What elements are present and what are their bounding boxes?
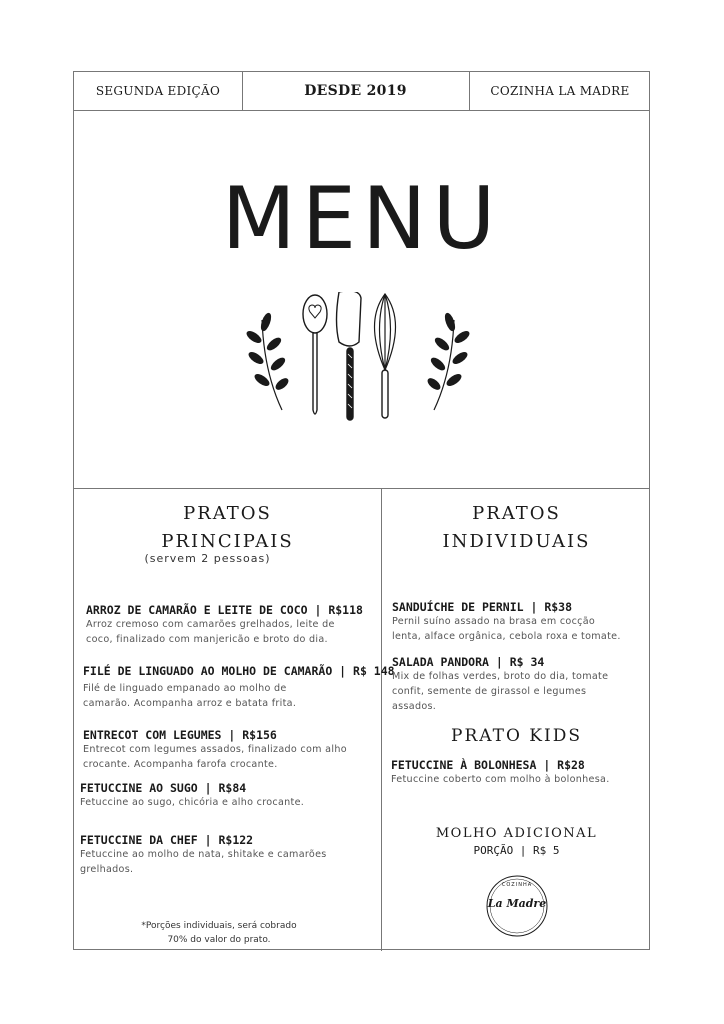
item-name: FILÉ DE LINGUADO AO MOLHO DE CAMARÃO | R$ 148	[83, 664, 395, 678]
item-name: FETUCCINE DA CHEF | R$122	[80, 833, 254, 847]
laurel-left-icon	[245, 312, 289, 410]
utensils-illustration	[244, 292, 474, 432]
logo-script-text: La Madre	[487, 897, 547, 910]
spoon-icon	[303, 295, 327, 414]
item-desc: coco, finalizado com manjericão e broto do dia.	[86, 634, 328, 645]
spatula-icon	[337, 292, 362, 420]
footnote-line2: 70% do valor do prato.	[167, 935, 271, 945]
brand-label: COZINHA LA MADRE	[490, 84, 630, 98]
item-desc: Entrecot com legumes assados, finalizado com alho	[83, 744, 347, 755]
list-item	[391, 758, 610, 787]
item-name: ARROZ DE CAMARÃO E LEITE DE COCO | R$118	[86, 603, 363, 617]
kids-title: PRATO KIDS	[451, 726, 582, 746]
column-divider	[381, 488, 382, 951]
laurel-right-icon	[426, 312, 470, 410]
whisk-icon	[375, 294, 396, 418]
since-label: DESDE 2019	[242, 72, 470, 110]
menu-frame	[73, 71, 650, 950]
logo-top-text: COZINHA	[501, 882, 533, 888]
footnote	[114, 919, 324, 947]
item-desc: Arroz cremoso com camarões grelhados, leite de	[86, 619, 335, 630]
la-madre-logo	[484, 873, 550, 939]
item-name: FETUCCINE À BOLONHESA | R$28	[391, 758, 585, 772]
item-name: FETUCCINE AO SUGO | R$84	[80, 781, 247, 795]
item-desc: camarão. Acompanha arroz e batata frita.	[83, 698, 297, 709]
item-desc: Fetuccine ao sugo, chicória e alho crocante.	[80, 797, 305, 808]
item-desc: Fetuccine ao molho de nata, shitake e camarões	[80, 849, 327, 860]
item-name: SANDUÍCHE DE PERNIL | R$38	[392, 600, 573, 614]
list-item	[80, 833, 327, 877]
item-desc: grelhados.	[80, 864, 134, 875]
list-item	[80, 781, 304, 810]
item-desc: confit, semente de girassol e legumes	[392, 686, 587, 697]
item-desc: Mix de folhas verdes, broto do dia, tomate	[392, 671, 609, 682]
item-desc: Fetuccine coberto com molho à bolonhesa.	[391, 774, 610, 785]
list-item	[392, 600, 621, 644]
item-desc: Pernil suíno assado na brasa em cocção	[392, 616, 596, 627]
principais-title-line1: PRATOS	[183, 503, 272, 524]
item-name: ENTRECOT COM LEGUMES | R$156	[83, 728, 277, 742]
list-item	[392, 655, 608, 714]
item-desc: lenta, alface orgânica, cebola roxa e tomate.	[392, 631, 621, 642]
hero-section	[74, 110, 649, 489]
list-item	[83, 728, 347, 772]
item-name: SALADA PANDORA | R$ 34	[392, 655, 545, 669]
individuais-title-line2: INDIVIDUAIS	[442, 531, 591, 552]
footnote-line1: *Porções individuais, será cobrado	[141, 921, 297, 931]
list-item	[83, 664, 395, 711]
principais-title-line2: PRINCIPAIS	[161, 531, 294, 552]
item-desc: Filé de linguado empanado ao molho de	[83, 683, 287, 694]
header-bar	[74, 72, 649, 111]
item-desc: crocante. Acompanha farofa crocante.	[83, 759, 278, 770]
list-item	[86, 603, 363, 647]
edition-label: SEGUNDA EDIÇÃO	[74, 72, 243, 110]
individuais-title-line1: PRATOS	[472, 503, 561, 524]
molho-title: MOLHO ADICIONAL	[435, 826, 598, 841]
menu-title: MENU	[221, 169, 502, 269]
item-desc: assados.	[392, 701, 437, 712]
molho-subtitle: PORÇÃO | R$ 5	[473, 844, 560, 857]
principais-subtitle: (servem 2 pessoas)	[144, 552, 271, 565]
